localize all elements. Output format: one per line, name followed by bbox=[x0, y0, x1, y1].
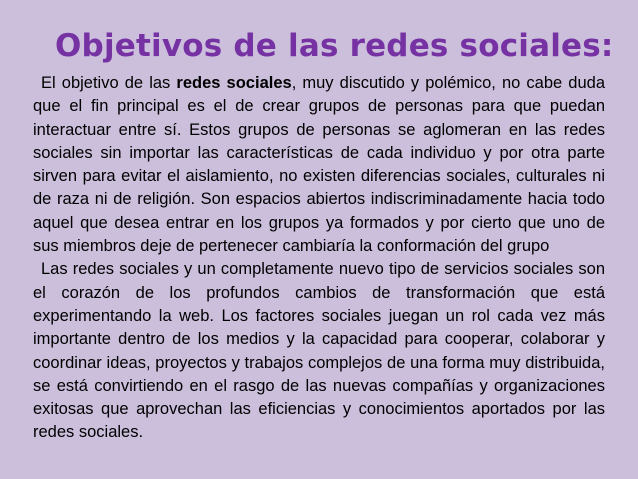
paragraph-1-rest: , muy discutido y polémico, no cabe duda que el fin principal es el de crear grupos de personas para que puedan interactuar entre sí. Estos grupos de personas se aglomeran en las redes sociales sin importar las características de cada individuo y por otra parte sirven para evitar el aislamiento, no existen diferencias sociales, culturales ni de raza ni de religión. Son espacios abiertos indiscriminadamente hacia todo aquel que desea entrar en los grupos ya formados y por cierto que uno de sus miembros deje de pertenecer cambiaría la conformación del grupo bbox=[33, 74, 606, 256]
paragraph-1-lead: El objetivo de las bbox=[41, 74, 177, 92]
paragraph-2: Las redes sociales y un completamente nuevo tipo de servicios sociales son el corazón de los profundos cambios de transformación que está experimentando la web. Los factores sociales juegan un rol cada vez más importante dentro de los medios y la capacidad para cooperar, colaborar y coordinar ideas, proyectos y trabajos complejos de una forma muy distribuida, se está convirtiendo en el rasgo de las nuevas compañías y organizaciones exitosas que aprovechan las eficiencias y conocimientos aportados por las redes sociales. bbox=[33, 260, 605, 442]
slide-title: Objetivos de las redes sociales: bbox=[55, 28, 614, 64]
paragraph-1 bbox=[33, 72, 605, 258]
highlight-redes-sociales: redes sociales bbox=[176, 74, 292, 92]
slide-body bbox=[33, 72, 605, 445]
